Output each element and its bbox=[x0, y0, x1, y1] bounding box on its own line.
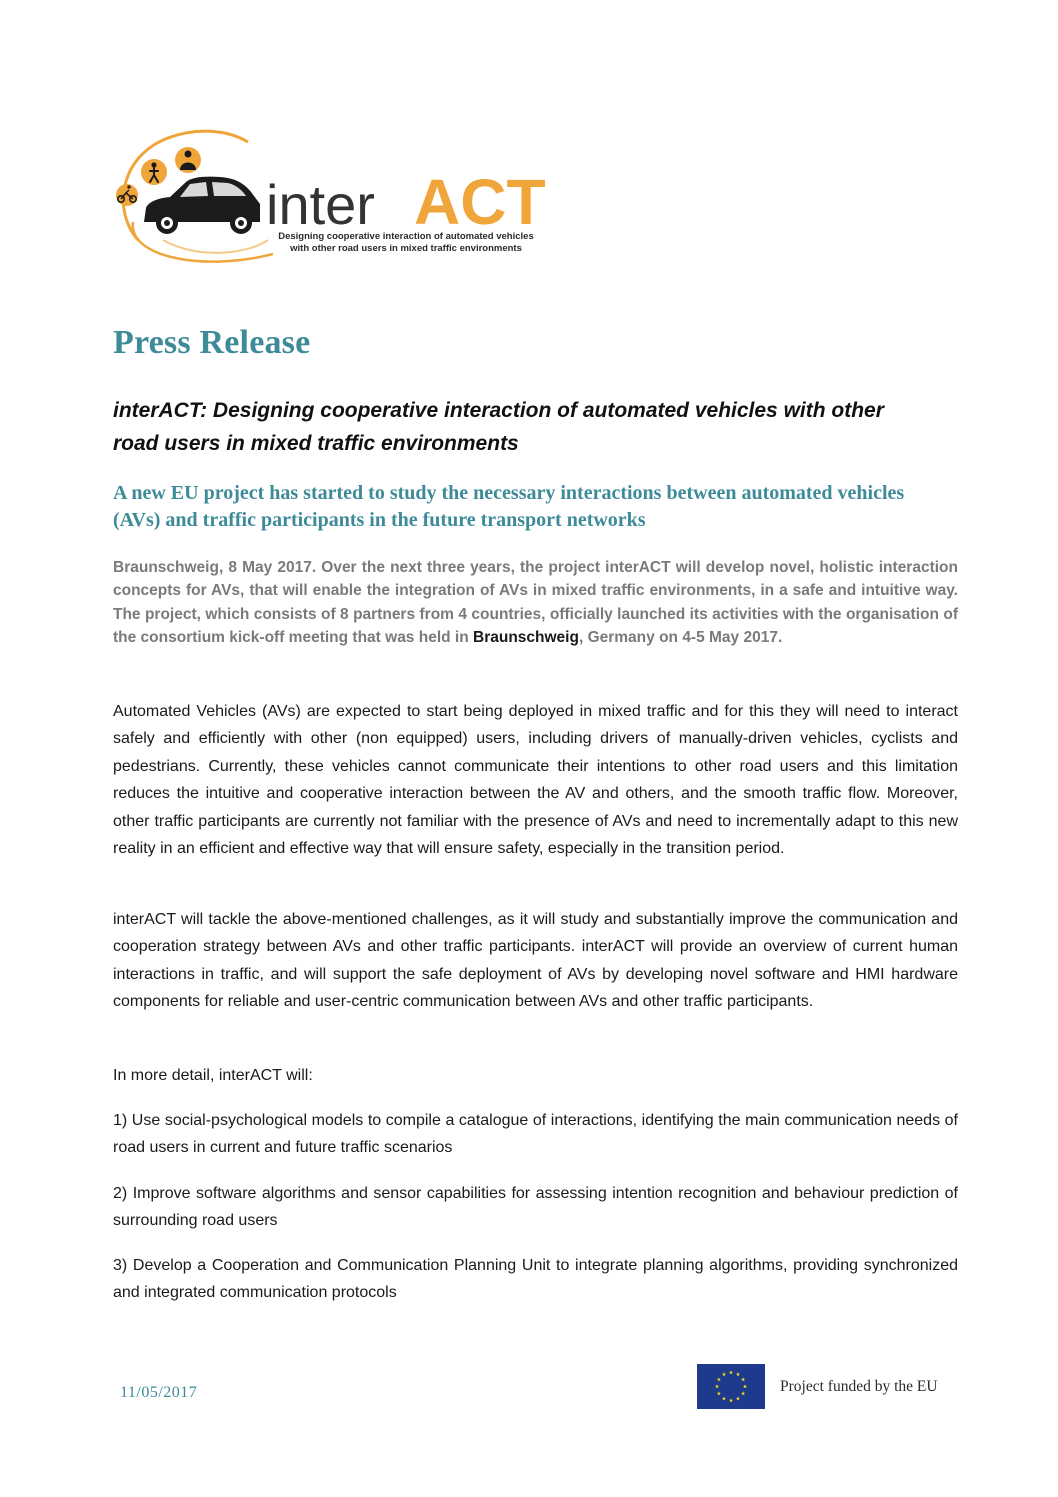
headline bbox=[113, 394, 943, 460]
headline-line1: interACT: Designing cooperative interaction of automated vehicles with other bbox=[113, 399, 884, 422]
cyclist-icon bbox=[116, 184, 138, 206]
lead-text-part1: Braunschweig, 8 May 2017. Over the next three years, the project interACT will develop novel, holistic interaction concepts for AVs, that will enable the integration of AVs in mixed traffic environments, in a safe and intuitive way. The project, which consists of 8 partners from 4 countries, officially launched its activities with the organisation of the consortium kick-off meeting that was held in bbox=[113, 559, 958, 647]
body-paragraph-2: interACT will tackle the above-mentioned challenges, as it will study and substantially improve the communication and cooperation strategy between AVs and other traffic participants. interACT will provide an overview of current human interactions in traffic, and will support the safe deployment of AVs by developing novel software and HMI hardware components for reliable and user-centric communication between AVs and other traffic participants. bbox=[113, 911, 958, 1011]
list-item-3: 3) Develop a Cooperation and Communication Planning Unit to integrate planning algorithms, providing synchronized and integrated communication protocols bbox=[113, 1257, 958, 1302]
car-icon bbox=[144, 177, 260, 234]
logo-word-act: ACT bbox=[414, 166, 546, 238]
logo-word-inter: inter bbox=[266, 173, 375, 236]
body-paragraph-1: Automated Vehicles (AVs) are expected to start being deployed in mixed traffic and for this they will need to interact safely and efficiently with other (non equipped) users, including drivers of manually-driven vehicles, cyclists and pedestrians. Currently, these vehicles cannot communicate their intentions to other road users and this limitation reduces the intuitive and cooperative interaction between the AV and others, and the smooth traffic flow. Moreover, other traffic participants are currently not familiar with the presence of AVs and need to incrementally adapt to this new reality in an efficient and effective way that will ensure safety, especially in the transition period. bbox=[113, 703, 958, 858]
lead-paragraph bbox=[113, 556, 958, 650]
interact-logo bbox=[108, 122, 553, 272]
footer-date: 11/05/2017 bbox=[120, 1384, 198, 1401]
body-paragraph-3: In more detail, interACT will: bbox=[113, 1067, 313, 1084]
person-icon bbox=[175, 147, 201, 173]
logo-tagline bbox=[260, 231, 552, 255]
lead-location: Braunschweig bbox=[473, 629, 579, 647]
subheading: A new EU project has started to study the necessary interactions between automated vehicles (AVs) and traffic participants in the future transport networks bbox=[113, 482, 905, 531]
lead-text-part2: , Germany on 4-5 May 2017. bbox=[578, 629, 783, 647]
funding-text: Project funded by the EU bbox=[780, 1378, 938, 1395]
list-item-2: 2) Improve software algorithms and sensor capabilities for assessing intention recognition and behaviour prediction of surrounding road users bbox=[113, 1185, 958, 1230]
page-title: Press Release bbox=[113, 324, 311, 361]
eu-flag-icon bbox=[697, 1364, 765, 1409]
list-item-1: 1) Use social-psychological models to compile a catalogue of interactions, identifying the main communication needs of road users in current and future traffic scenarios bbox=[113, 1112, 958, 1157]
logo-tagline-line2: with other road users in mixed traffic environments bbox=[290, 243, 522, 254]
logo-tagline-line1: Designing cooperative interaction of automated vehicles bbox=[278, 231, 534, 242]
headline-line2: road users in mixed traffic environments bbox=[113, 432, 519, 455]
pedestrian-icon bbox=[141, 159, 167, 185]
